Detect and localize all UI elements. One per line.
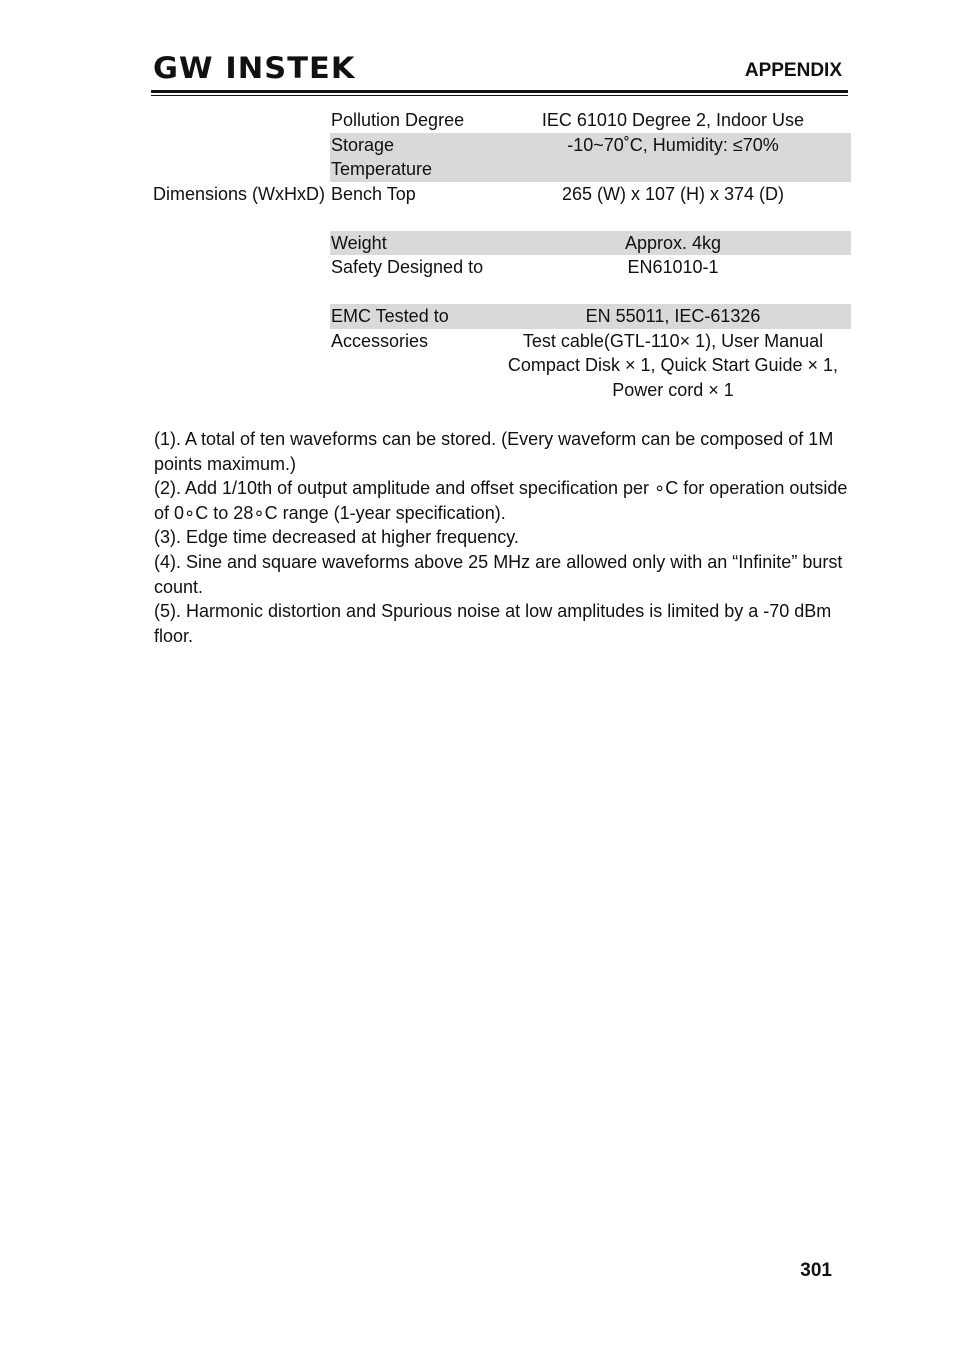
spec-label: EMC Tested to [330,304,495,329]
spec-row-accessories [153,329,851,403]
spec-value: Approx. 4kg [495,231,851,256]
page-number: 301 [800,1260,832,1281]
spec-group [153,255,330,304]
spec-row-emc [153,304,851,329]
spec-value: EN 55011, IEC-61326 [495,304,851,329]
footnotes [154,427,848,648]
spec-value: IEC 61010 Degree 2, Indoor Use [541,110,805,130]
spec-label: Storage Temperature [330,133,495,182]
footnote: (1). A total of ten waveforms can be stored. (Every waveform can be composed of 1M points maximum.) [154,429,834,474]
brand-logo: GW INSTEK [153,51,356,85]
spec-label: Weight [330,231,495,256]
spec-value: Test cable(GTL-110× 1), User Manual Compact Disk × 1, Quick Start Guide × 1, Power cord × 1 [507,330,839,400]
footnote: (4). Sine and square waveforms above 25 MHz are allowed only with an “Infinite” burst count. [154,551,843,597]
spec-row-storage [153,133,851,182]
spec-value: 265 (W) x 107 (H) x 374 (D) [561,183,785,204]
spec-label: Pollution Degree [331,110,465,130]
spec-group [153,133,330,182]
spec-value: EN61010-1 [627,257,719,277]
spec-row-weight [153,231,851,256]
spec-label: Bench Top [331,183,416,204]
spec-group [153,108,330,133]
spec-table [153,108,851,402]
header-rule-thick [151,90,848,93]
spec-label: Accessories [331,330,429,351]
section-title: APPENDIX [744,60,842,81]
spec-row-dimensions [153,182,851,231]
spec-row-pollution [153,108,851,133]
spec-group [153,304,330,329]
spec-group [153,329,330,403]
footnote: (2). Add 1/10th of output amplitude and offset specification per ∘C for operation outside of 0∘C to 28∘C range (1-year specification). [154,478,848,523]
spec-value: -10~70˚C, Humidity: ≤70% [495,133,851,182]
spec-group: Dimensions (WxHxD) [153,183,326,204]
spec-group [153,231,330,256]
spec-row-safety [153,255,851,304]
spec-label: Safety Designed to [331,257,484,277]
header-rule-thin [151,95,848,96]
footnote: (3). Edge time decreased at higher frequency. [154,527,519,548]
footnote: (5). Harmonic distortion and Spurious noise at low amplitudes is limited by a -70 dBm floor. [154,601,832,646]
